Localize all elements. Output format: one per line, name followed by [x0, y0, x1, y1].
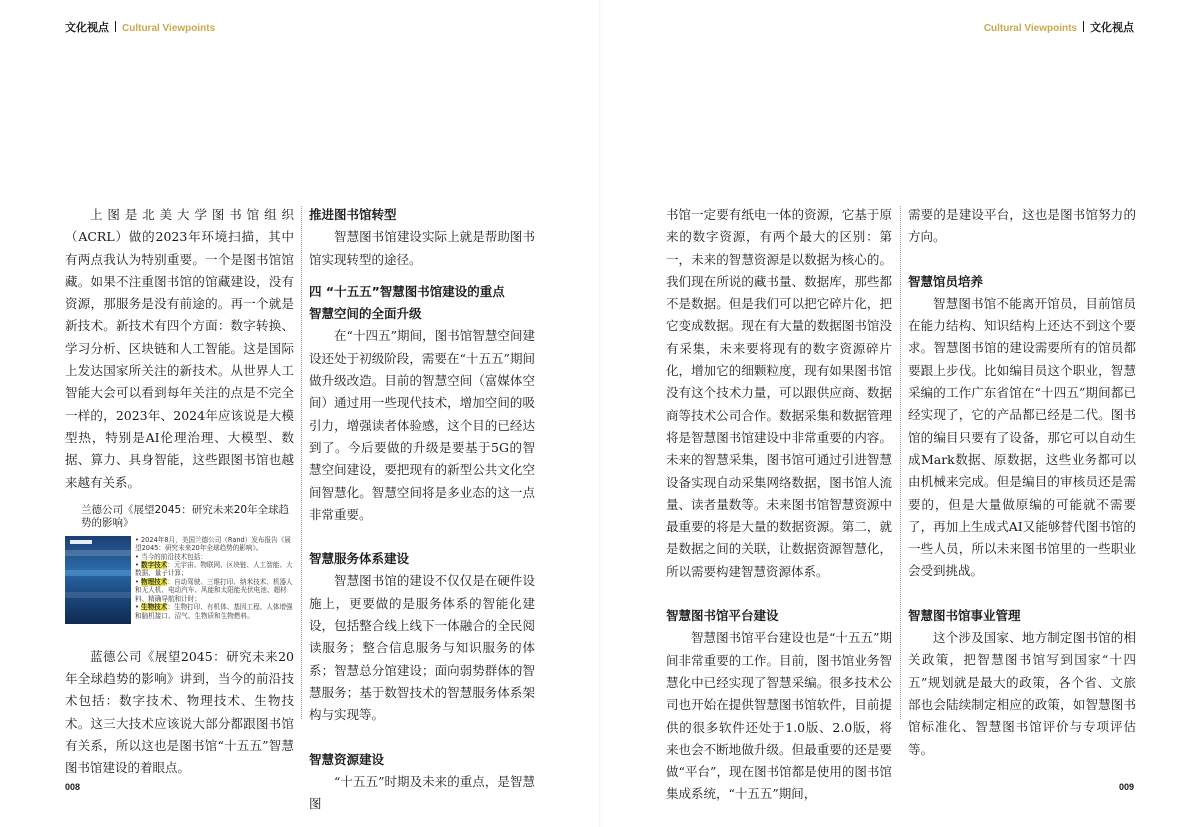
column-1 [65, 204, 294, 780]
column-2 [309, 204, 535, 815]
column-rule [900, 206, 901, 719]
spacer [908, 249, 1136, 271]
figure-item-bio: • 生物技术：生物打印、有机体、基因工程、人体增强和脑机接口、沼气、生物质和生物燃料。 [135, 603, 293, 620]
header-divider [115, 21, 116, 32]
subheading-space: 智慧空间的全面升级 [309, 306, 422, 322]
spacer [908, 583, 1136, 605]
subheading-platform: 智慧图书馆平台建设 [666, 608, 779, 624]
paragraph-platform: 智慧图书馆平台建设也是“十五五”期间非常重要的工作。目前，图书馆业务智慧化中已经实现了智慧采编。很多技术公司也开始在提供智慧图书馆软件，目前提供的很多软件还处于1.0版、2.0版，将来也会不断地做升级。但最重要的还是要做“平台”，现在图书馆都是使用的图书馆集成系统，“十五五”期间， [666, 630, 892, 802]
paragraph-transform: 智慧图书馆建设实际上就是帮助图书馆实现转型的途径。 [309, 229, 535, 267]
paragraph-staff: 智慧图书馆不能离开馆员，目前馆员在能力结构、知识结构上还达不到这个要求。智慧图书馆的建设需要所有的馆员都要跟上步伐。比如编目员这个职业，智慧采编的工作广东省馆在“十四五”期间都已经实现了，它的产品都已经是二代。图书馆的编目只要有了设备，那它可以自动生成Mark数据、原数据，这些业务都可以由机械来完成。但是编目的审核员还是需要的，但是大量做原编的可能就不需要了，再加上生成式AI又能够替代图书馆的一些人员，所以未来图书馆里的一些职业会受到挑战。 [908, 295, 1136, 579]
highlight-label: 生物技术 [141, 603, 168, 612]
figure-bullet-list [135, 536, 294, 620]
figure-caption: 兰德公司《展望2045：研究未来20年全球趋势的影响》 [81, 503, 290, 529]
column-4 [908, 204, 1136, 761]
paragraph-platform-cont: 需要的是建设平台，这也是图书馆努力的方向。 [908, 207, 1136, 245]
figure-item-text: ：元宇宙、物联网、区块链、人工智能、大数据、量子计算； [135, 561, 293, 578]
running-header-left [65, 21, 215, 36]
report-cover-image [65, 536, 131, 624]
column-rule [301, 206, 302, 719]
section-heading-4: 四 “十五五”智慧图书馆建设的重点 [309, 283, 505, 299]
figure-item-text: ：生物打印、有机体、基因工程、人体增强和脑机接口、沼气、生物质和生物燃料。 [135, 603, 293, 620]
page-number-right: 009 [1118, 782, 1134, 792]
figure-line: • 当今的前沿技术包括： [135, 552, 207, 561]
cover-band [65, 550, 131, 556]
spacer [309, 526, 535, 548]
header-title-zh: 文化视点 [65, 21, 109, 34]
spacer [65, 624, 294, 646]
subheading-transform: 推进图书馆转型 [309, 207, 397, 222]
spacer [666, 583, 892, 605]
cover-band [65, 570, 131, 576]
page-gutter [599, 0, 601, 827]
column-3 [666, 204, 892, 806]
figure-item-physical: • 物理技术：自动驾驶、三维打印、纳米技术、机器人和无人机、电动汽车、风能和太阳能光伏电池、超材料、精确导航和计时； [135, 577, 293, 603]
spacer [309, 271, 535, 281]
running-header-right [984, 21, 1134, 36]
paragraph-resource-cont: 书馆一定要有纸电一体的资源，它基于原来的数字资源，有两个最大的区别：第一，未来的智慧资源是以数据为核心的。我们现在所说的藏书量、数据库，那些都不是数据。但是我们可以把它碎片化，把它变成数据。现在有大量的数据图书馆没有采集，未来要将现有的数字资源碎片化，增加它的细颗粒度，现有如果图书馆没有这个技术力量，可以跟供应商、数据商等技术公司合作。数据采集和数据管理将是智慧图书馆建设中非常重要的内容。未来的智慧采集，图书馆可通过引进智慧设备实现自动采集网络数据，图书馆人流量、读者量数等。未来图书馆智慧资源中最重要的将是大量的数据资源。第二，就是数据之间的关联，让数据资源智慧化，所以需要构建智慧资源体系。 [666, 207, 892, 579]
paragraph-space: 在“十四五”期间，图书馆智慧空间建设还处于初级阶段，需要在“十五五”期间做升级改造。目前的智慧空间（富媒体空间）通过用一些现代技术，增加空间的吸引力，增强读者体验感，这个目的已经达到了。今后要做的升级是要基于5G的智慧空间建设，要把现有的新型公共文化空间智慧化。智慧空间将是多业态的这一点非常重要。 [309, 328, 535, 522]
subheading-career: 智慧图书馆事业管理 [908, 607, 1021, 623]
cover-band [65, 592, 131, 598]
page-number-left: 008 [65, 782, 81, 792]
subheading-staff: 智慧馆员培养 [908, 273, 984, 289]
figure-item-text: ：自动驾驶、三维打印、纳米技术、机器人和无人机、电动汽车、风能和太阳能光伏电池、超材料、精确导航和计时； [135, 577, 293, 603]
figure-body [65, 536, 294, 624]
highlight-label: 数字技术 [141, 561, 168, 570]
paragraph-rand-tech: 蓝德公司《展望2045：研究未来20年全球趋势的影响》讲到，当今的前沿技术包括：数字技术、物理技术、生物技术。这三大技术应该说大部分都跟图书馆有关系，所以这也是图书馆“十五五”智慧图书馆建设的着眼点。 [65, 648, 294, 776]
subheading-resource: 智慧资源建设 [309, 751, 385, 767]
header-title-en: Cultural Viewpoints [983, 23, 1077, 34]
header-divider [1083, 21, 1084, 32]
highlight-label: 物理技术 [141, 577, 168, 586]
header-title-en: Cultural Viewpoints [122, 23, 216, 34]
spacer [309, 727, 535, 749]
header-title-zh: 文化视点 [1090, 21, 1134, 34]
figure-line: • 2024年8月，美国兰德公司（Rand）发布报告《展望2045：研究未来20年全球趋势的影响》。 [135, 535, 291, 553]
paragraph-acrl-scan: 上图是北美大学图书馆组织（ACRL）做的2023年环境扫描，其中有两点我认为特别重要。一个是图书馆馆藏。如果不注重图书馆的馆藏建设，没有资源，那服务是没有前途的。再一个就是新技术。新技术有四个方面：数字转换、学习分析、区块链和人工智能。这是国际上发达国家所关注的新技术。从世界人工智能大会可以看到每年关注的点是不完全一样的，2023年、2024年应该说是大模型热，特别是AI伦理治理、大模型、数据、算力、具身智能，这些跟图书馆也越来越有关系。 [65, 207, 294, 490]
paragraph-resource-start: “十五五”时期及未来的重点，是智慧图 [309, 773, 535, 812]
figure-item-digital: • 数字技术：元宇宙、物联网、区块链、人工智能、大数据、量子计算； [135, 561, 293, 578]
subheading-service: 智慧服务体系建设 [309, 551, 410, 567]
cover-title-bar [70, 540, 92, 544]
figure-rand-report [65, 504, 294, 624]
paragraph-career: 这个涉及国家、地方制定图书馆的相关政策，把智慧图书馆写到国家“十四五”规划就是最大的政策，各个省、文旅部也会陆续制定相应的政策，如智慧图书馆标准化、智慧图书馆评价与专项评估等。 [908, 630, 1136, 757]
paragraph-service: 智慧图书馆的建设不仅仅是在硬件设施上，更要做的是服务体系的智能化建设，包括整合线上线下一体融合的全民阅读服务；整合信息服务与知识服务的体系；智慧总分馆建设；面向弱势群体的智慧服务；基于数智技术的智慧服务体系架构与实现等。 [309, 573, 535, 723]
